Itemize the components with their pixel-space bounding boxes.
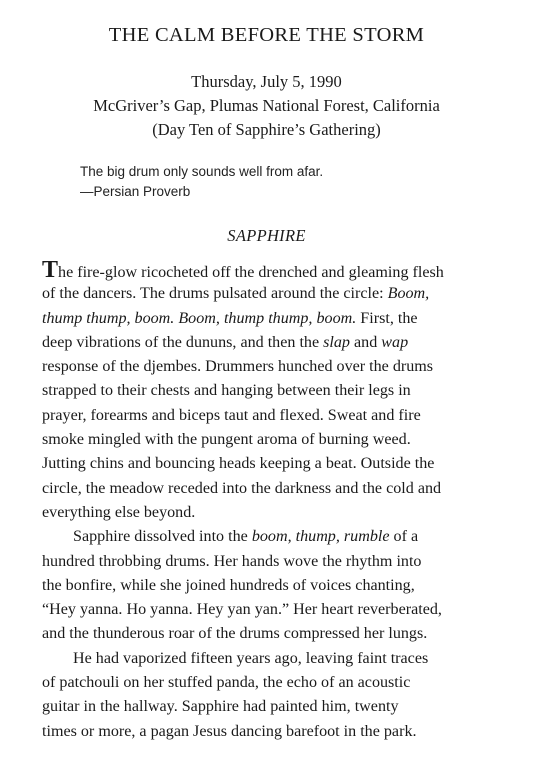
- text-line: Jutting chins and bouncing heads keeping a beat. Outside the: [42, 455, 435, 473]
- text-line: of patchouli on her stuffed panda, the echo of an acoustic: [42, 674, 411, 692]
- text-span: of the dancers. The drums pulsated around the circle:: [42, 285, 388, 303]
- epigraph: [80, 162, 323, 202]
- paragraph-1: [42, 258, 492, 525]
- text-line: everything else beyond.: [42, 503, 196, 521]
- italic-span: Boom,: [387, 285, 430, 303]
- italic-span: thump thump, boom. Boom, thump thump, boom.: [42, 309, 357, 327]
- drop-cap: T: [42, 257, 59, 283]
- chapter-location: McGriver’s Gap, Plumas National Forest, California: [93, 96, 440, 115]
- text-line: [42, 307, 492, 331]
- body-text: [42, 258, 492, 744]
- text-line: the bonfire, while she joined hundreds of voices chanting,: [42, 576, 415, 594]
- text-span: First, the: [356, 309, 418, 327]
- text-span: and: [349, 333, 382, 351]
- text-span: Sapphire dissolved into the: [73, 528, 252, 546]
- text-line: [42, 331, 492, 355]
- text-line: times or more, a pagan Jesus dancing barefoot in the park.: [42, 722, 417, 740]
- text-line: hundred throbbing drums. Her hands wove the rhythm into: [42, 552, 422, 570]
- italic-span: wap: [381, 333, 409, 351]
- text-line: prayer, forearms and biceps taut and flexed. Sweat and fire: [42, 406, 421, 424]
- chapter-title: THE CALM BEFORE THE STORM: [108, 24, 425, 46]
- paragraph-3: [42, 647, 492, 744]
- text-line: [42, 258, 492, 282]
- text-line: response of the djembes. Drummers hunched over the drums: [42, 358, 434, 376]
- chapter-date: Thursday, July 5, 1990: [191, 72, 342, 91]
- text-line: smoke mingled with the pungent aroma of burning weed.: [42, 431, 411, 449]
- text-line: [42, 282, 492, 306]
- epigraph-attribution: —Persian Proverb: [80, 184, 191, 199]
- text-line: circle, the meadow receded into the darkness and the cold and: [42, 479, 442, 497]
- text-span: he fire-glow ricocheted off the drenched and gleaming flesh: [58, 264, 444, 281]
- text-line: “Hey yanna. Ho yanna. Hey yan yan.” Her heart reverberated,: [42, 601, 442, 619]
- text-span: deep vibrations of the dununs, and then the: [42, 333, 324, 351]
- chapter-dateline: [0, 70, 533, 142]
- text-line: strapped to their chests and hanging between their legs in: [42, 382, 411, 400]
- italic-span: slap: [323, 333, 350, 351]
- text-span: of a: [389, 528, 419, 546]
- text-line: and the thunderous roar of the drums compressed her lungs.: [42, 625, 428, 643]
- text-line: guitar in the hallway. Sapphire had painted him, twenty: [42, 698, 399, 716]
- chapter-day: (Day Ten of Sapphire’s Gathering): [152, 120, 381, 139]
- text-line: [42, 525, 492, 549]
- section-heading: SAPPHIRE: [227, 226, 306, 245]
- epigraph-quote: The big drum only sounds well from afar.: [80, 164, 324, 179]
- paragraph-2: [42, 525, 492, 646]
- italic-span: boom, thump, rumble: [251, 528, 390, 546]
- text-line: He had vaporized fifteen years ago, leaving faint traces: [73, 649, 429, 667]
